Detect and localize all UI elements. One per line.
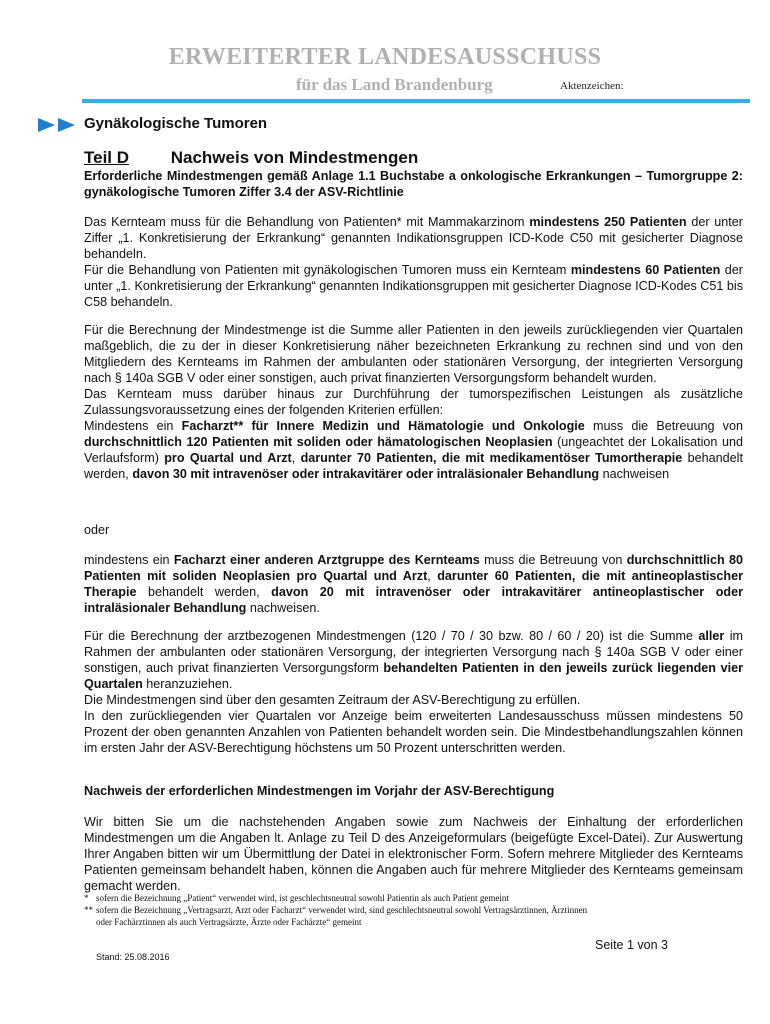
page-title <box>84 148 418 168</box>
committee-title: ERWEITERTER LANDESAUSSCHUSS <box>168 44 602 70</box>
text-bold: durchschnittlich 120 Patienten mit soliden oder hämatologischen Neoplasien <box>84 435 553 449</box>
text: mindestens ein <box>84 553 174 567</box>
text-bold: behandelten Patienten in den jeweils zurück liegenden vier Quartalen <box>84 661 743 691</box>
nachweis-heading <box>84 783 743 799</box>
teil-title: Nachweis von Mindestmengen <box>170 148 419 167</box>
text: In den zurückliegenden vier Quartalen vor Anzeige beim erweiterten Landesausschuss müssen mindestens 50 Prozent der oben genannten Anzahlen von Patienten behandelt worden sein. Die Mindestbehandlungszahlen können im ersten Jahr der ASV-Berechtigung höchstens um 50 Prozent unterschritten werden. <box>84 709 743 755</box>
text: der unter Ziffer „1. Konkretisierung der Erkrankung“ genannten Indikationsgruppen ICD-Kode C50 mit gesicherter Diagnose behandeln. <box>84 215 743 261</box>
text: nachweisen <box>599 467 670 481</box>
text: oder <box>84 523 110 537</box>
footnote-1 <box>84 892 754 904</box>
paragraph-mammakarzinom <box>84 214 743 310</box>
text-bold: mindestens 60 Patienten <box>570 263 721 277</box>
section-title: Gynäkologische Tumoren <box>84 115 268 132</box>
paragraph-berechnung <box>84 322 743 482</box>
footnote-text: sofern die Bezeichnung „Vertragsarzt, Arzt oder Facharzt“ verwendet wird, sind geschlechtsneutral sowohl Vertragsärztinnen, Ärztinnen <box>96 905 588 915</box>
text-bold: Facharzt** für Innere Medizin und Hämatologie und Onkologie <box>181 419 585 433</box>
text: Das Kernteam muss darüber hinaus zur Durchführung der tumorspezifischen Leistungen als zusätzliche Zulassungsvoraussetzung eines der folgenden Kriterien erfüllen: <box>84 387 743 417</box>
oder-text <box>84 522 743 538</box>
text: Die Mindestmengen sind über den gesamten Zeitraum der ASV-Berechtigung zu erfüllen. <box>84 693 581 707</box>
intro-heading-text: Erforderliche Mindestmengen gemäß Anlage 1.1 Buchstabe a onkologische Erkrankungen – Tumorgruppe 2: gynäkologische Tumoren Ziffer 3.4 der ASV-Richtlinie <box>84 169 743 199</box>
text: Für die Behandlung von Patienten mit gynäkologischen Tumoren muss ein Kernteam <box>84 263 571 277</box>
paragraph-andere-arztgruppe <box>84 552 743 616</box>
double-arrow-icon <box>38 117 82 133</box>
text: muss die Betreuung von <box>584 419 743 433</box>
text-bold: Facharzt einer anderen Arztgruppe des Kernteams <box>173 553 480 567</box>
text: behandelt werden, <box>84 451 743 481</box>
text-bold: davon 30 mit intravenöser oder intrakavitärer oder intraläsionaler Behandlung <box>132 467 600 481</box>
text: nachweisen. <box>246 601 320 615</box>
text-bold: durchschnittlich 80 Patienten mit soliden Neoplasien pro Quartal und Arzt <box>84 553 744 583</box>
footnote-text: oder Fachärztinnen als auch Vertragsärzte, Ärzte oder Fachärzte“ gemeint <box>96 917 362 927</box>
text-bold: darunter 70 Patienten, die mit medikamentöser Tumortherapie <box>300 451 683 465</box>
text-bold: darunter 60 Patienten, die mit antineoplastischer Therapie <box>84 569 743 599</box>
text: muss die Betreuung von <box>479 553 627 567</box>
text-bold: mindestens 250 Patienten <box>529 215 687 229</box>
page-number: Seite 1 von 3 <box>595 938 668 952</box>
text: der unter „1. Konkretisierung der Erkrankung“ genannten Indikationsgruppen mit gesicherter Diagnose ICD-Kodes C51 bis C58 behandeln. <box>84 263 743 309</box>
text: im Rahmen der ambulanten oder stationären Versorgung, der integrierten Versorgung nach § 140a SGB V oder einer sonstigen, auch privat finanzierten Versorgungsform <box>84 629 743 675</box>
teil-label: Teil D <box>84 148 130 167</box>
footnote-text: sofern die Bezeichnung „Patient“ verwendet wird, ist geschlechtsneutral sowohl Patientin als auch Patient gemeint <box>96 893 509 903</box>
text-bold: pro Quartal und Arzt <box>164 451 292 465</box>
text: Mindestens ein <box>84 419 182 433</box>
text-bold: davon 20 mit intravenöser oder intrakavitärer antineoplastischer oder intraläsionaler Behandlung <box>84 585 743 615</box>
paragraph-bitte <box>84 814 743 894</box>
intro-heading <box>84 168 743 200</box>
text: heranzuziehen. <box>142 677 233 691</box>
text: Das Kernteam muss für die Behandlung von Patienten* mit Mammakarzinom <box>84 215 530 229</box>
text: Für die Berechnung der arztbezogenen Mindestmengen (120 / 70 / 30 bzw. 80 / 60 / 20) ist die Summe <box>84 629 699 643</box>
committee-subtitle: für das Land Brandenburg <box>296 75 493 94</box>
text: , <box>427 569 438 583</box>
text: behandelt werden, <box>136 585 272 599</box>
text: (ungeachtet der Lokalisation und Verlaufsform) <box>84 435 743 465</box>
footnote-2 <box>84 904 754 928</box>
paragraph-arztbezogen <box>84 628 743 756</box>
text: Wir bitten Sie um die nachstehenden Angaben sowie zum Nachweis der Einhaltung der erforderlichen Mindestmengen um die Angaben lt. Anlage zu Teil D des Anzeigeformulars (beigefügte Excel-Datei). Zur Auswertung Ihrer Angaben bitten wir um Übermittlung der Datei in elektronischer Form. Sofern mehrere Mitglieder des Kernteams Patienten gemeinsam behandelt haben, können die Angaben auch für mehrere Mitglieder des Kernteams gemeinsam gemacht werden. <box>84 815 743 893</box>
text-bold: aller <box>698 629 725 643</box>
footnote-mark: * <box>84 893 89 903</box>
text: Für die Berechnung der Mindestmenge ist die Summe aller Patienten in den jeweils zurückliegenden vier Quartalen maßgeblich, die zu der in dieser Konkretisierung näher bezeichneten Erkrankung zu rechnen sind und von den Mitgliedern des Kernteams im Rahmen der ambulanten oder stationären Versorgung, der integrierten Versorgung nach § 140a SGB V oder einer sonstigen, auch privat finanzierten Versorgungsform behandelt wurden. <box>84 323 743 385</box>
text-bold: Nachweis der erforderlichen Mindestmengen im Vorjahr der ASV-Berechtigung <box>84 784 555 798</box>
text: , <box>291 451 301 465</box>
stand-date: Stand: 25.08.2016 <box>96 952 170 962</box>
aktenzeichen-label: Aktenzeichen: <box>560 80 624 92</box>
header-rule <box>82 99 750 103</box>
footnote-mark: ** <box>84 905 93 915</box>
